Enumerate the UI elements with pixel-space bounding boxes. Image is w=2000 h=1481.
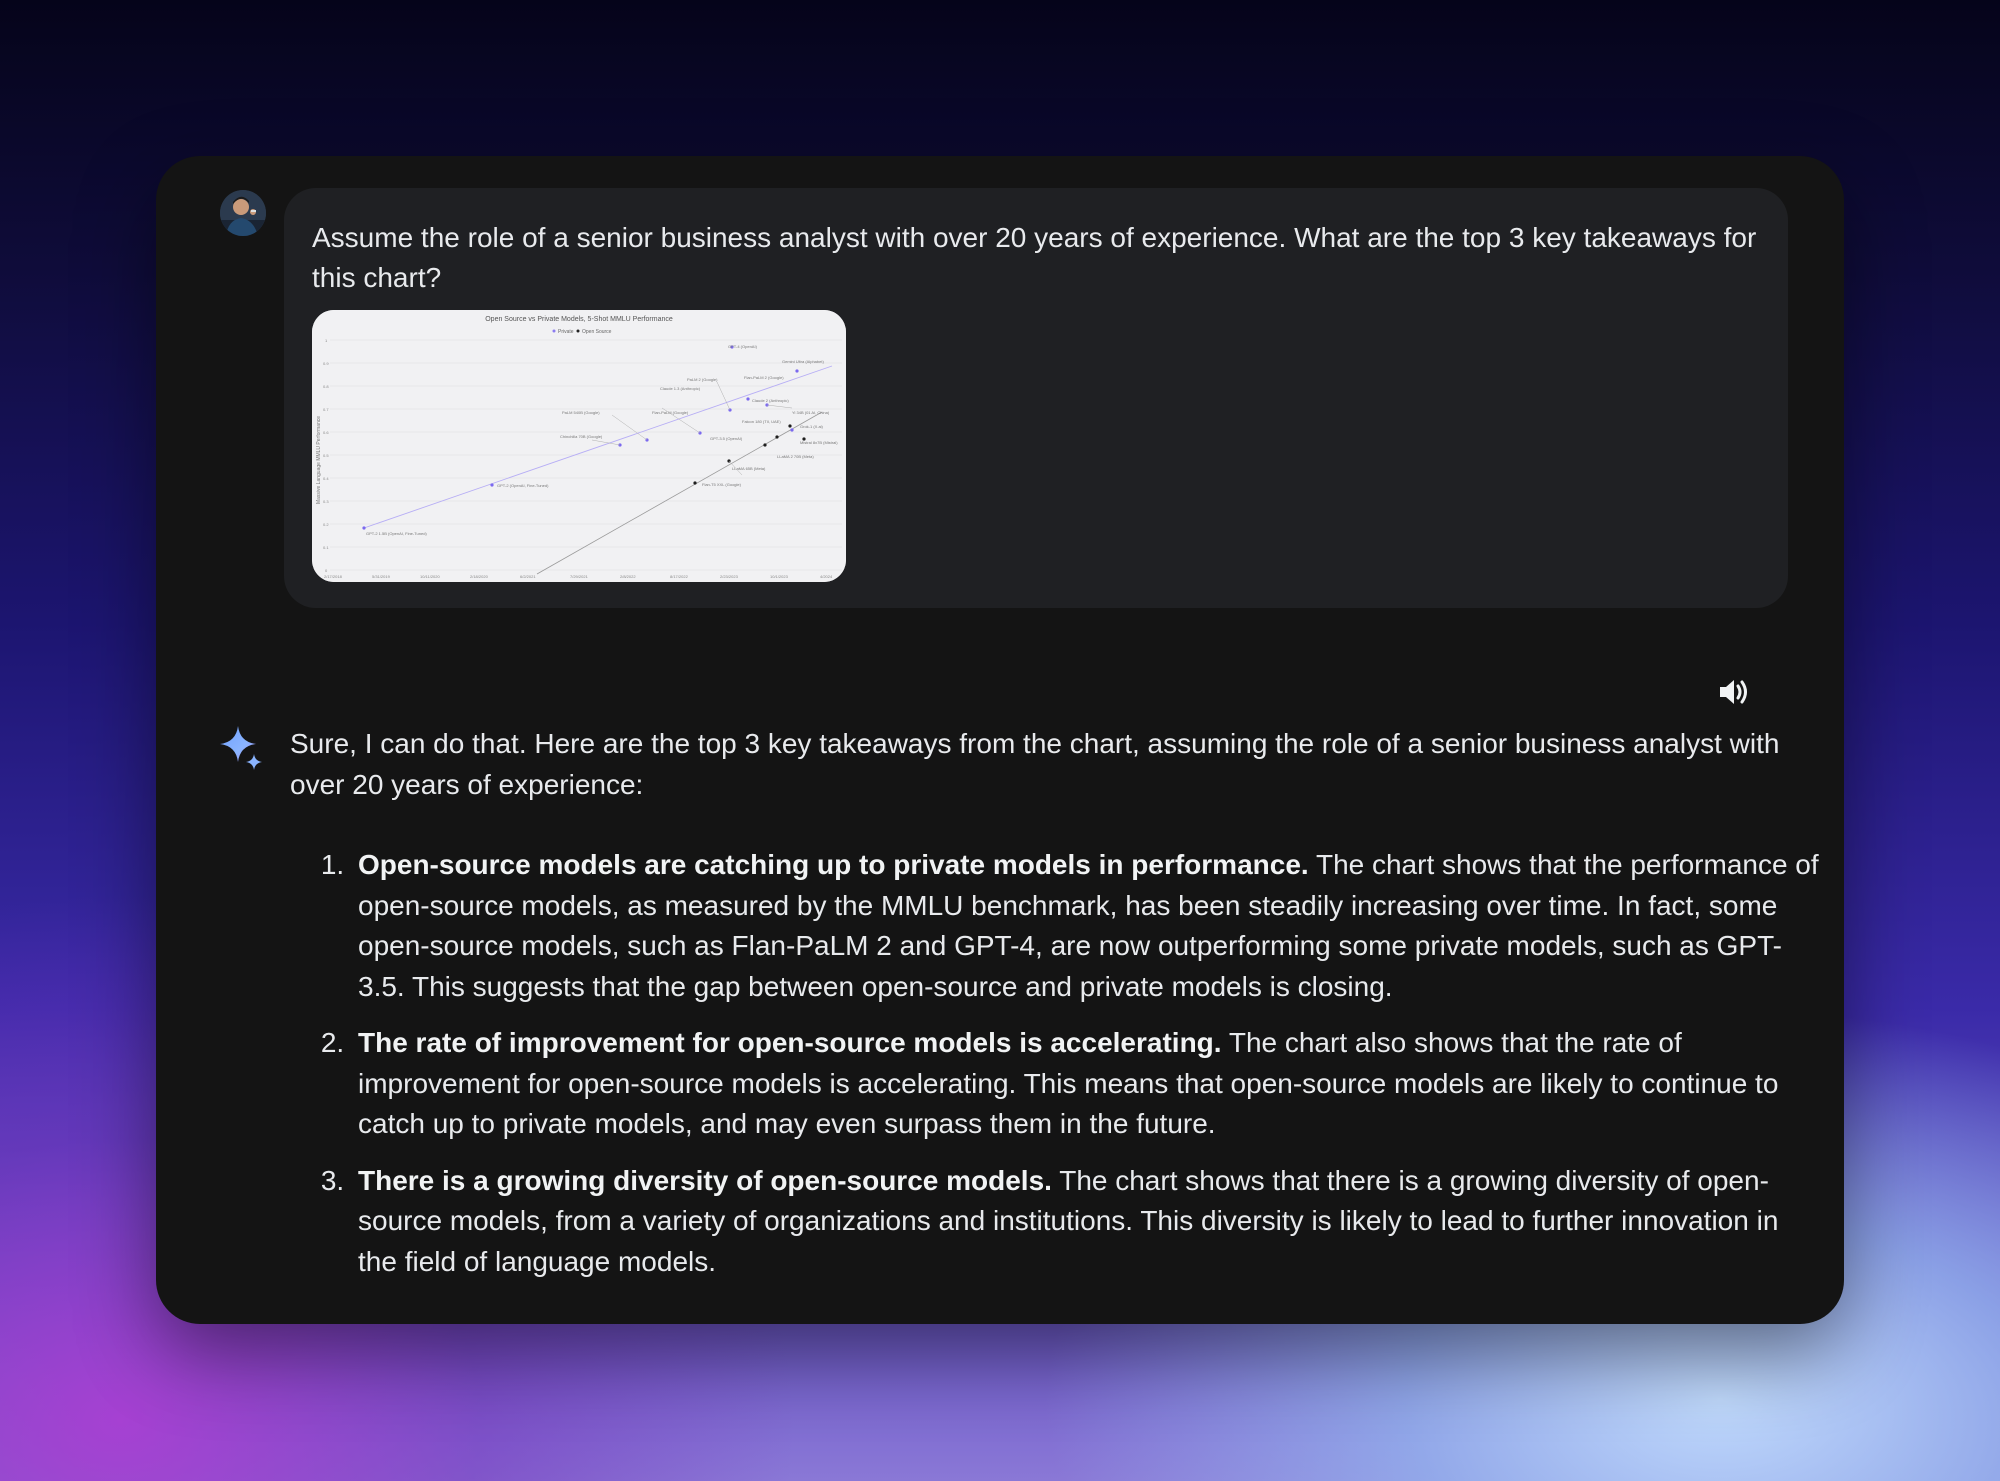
takeaway-body: The chart shows that there is a growing diversity of open-source models, from a variety of organizations and institutions. This diversity is likely to lead to further innovation in the field of language models. — [358, 1164, 1779, 1277]
takeaways-list — [290, 845, 1820, 1282]
svg-text:0.3: 0.3 — [323, 499, 329, 504]
svg-text:LLaMA 65B (Meta): LLaMA 65B (Meta) — [732, 466, 766, 471]
list-item — [352, 845, 1820, 1007]
chart-thumbnail — [312, 310, 846, 582]
svg-text:Claude 1.3 (Anthropic): Claude 1.3 (Anthropic) — [660, 386, 701, 391]
svg-text:2/8/2022: 2/8/2022 — [620, 574, 636, 579]
user-message-bubble — [284, 188, 1788, 608]
svg-text:0.5: 0.5 — [323, 453, 329, 458]
svg-text:10/1/2023: 10/1/2023 — [770, 574, 788, 579]
svg-text:Flan-PaLM 2 (Google): Flan-PaLM 2 (Google) — [744, 375, 784, 380]
svg-text:1: 1 — [325, 338, 328, 343]
chart-title: Open Source vs Private Models, 5-Shot MMLU Performance — [485, 316, 673, 323]
svg-text:0.4: 0.4 — [323, 476, 329, 481]
svg-text:0.7: 0.7 — [323, 407, 329, 412]
chart-ylabel: Massive Language MMLU Performance — [316, 415, 322, 505]
svg-text:GPT-3.5 (OpenAI): GPT-3.5 (OpenAI) — [710, 436, 743, 441]
svg-text:2/17/2018: 2/17/2018 — [324, 574, 342, 579]
svg-text:6/2/2021: 6/2/2021 — [520, 574, 536, 579]
takeaway-title: Open-source models are catching up to private models in performance. — [358, 849, 1309, 880]
assistant-response — [290, 724, 1820, 1298]
svg-text:PaLM 2 (Google): PaLM 2 (Google) — [687, 377, 718, 382]
svg-text:Chinchilla 70B (Google): Chinchilla 70B (Google) — [560, 434, 603, 439]
svg-text:Falcon 180 (TII, UAE): Falcon 180 (TII, UAE) — [742, 419, 781, 424]
svg-text:0.1: 0.1 — [323, 545, 329, 550]
user-prompt-text: Assume the role of a senior business analyst with over 20 years of experience. What are the top 3 key takeaways for this chart? — [312, 222, 1757, 293]
svg-text:2/18/2020: 2/18/2020 — [470, 574, 488, 579]
svg-text:8/17/2022: 8/17/2022 — [670, 574, 688, 579]
user-avatar — [220, 190, 266, 236]
svg-text:Yi 34B (01 AI, China): Yi 34B (01 AI, China) — [792, 410, 830, 415]
svg-text:7/29/2021: 7/29/2021 — [570, 574, 588, 579]
speaker-volume-icon — [1716, 674, 1752, 710]
takeaway-body: The chart also shows that the rate of improvement for open-source models is accelerating. This means that open-source models are likely to continue to catch up to private models, and may even surpass them in the future. — [358, 1027, 1779, 1139]
svg-text:2/23/2023: 2/23/2023 — [720, 574, 738, 579]
svg-text:Flan-PaLM (Google): Flan-PaLM (Google) — [652, 410, 689, 415]
svg-text:GPT-2 1.5B (OpenAI, Fine-Tuned: GPT-2 1.5B (OpenAI, Fine-Tuned) — [366, 531, 427, 536]
svg-text:5/31/2019: 5/31/2019 — [372, 574, 390, 579]
svg-text:0.2: 0.2 — [323, 522, 329, 527]
read-aloud-button[interactable] — [1716, 674, 1752, 710]
svg-text:0: 0 — [325, 568, 328, 573]
list-item — [352, 1023, 1820, 1145]
chat-panel — [156, 156, 1844, 1324]
takeaway-body: The chart shows that the performance of open-source models, as measured by the MMLU benchmark, has been steadily increasing over time. In fact, some open-source models, such as Flan-PaLM 2 and GPT-4, are now outperforming some private models, such as GPT-3.5. This suggests that the gap between open-source and private models is closing. — [358, 849, 1819, 1002]
svg-text:0.8: 0.8 — [323, 384, 329, 389]
svg-text:4/2024: 4/2024 — [820, 574, 833, 579]
legend-private: Private — [558, 329, 574, 335]
svg-text:Flan-T5 XXL (Google): Flan-T5 XXL (Google) — [702, 482, 741, 487]
svg-text:GPT-4 (OpenAI): GPT-4 (OpenAI) — [728, 344, 757, 349]
svg-text:GPT-2 (OpenAI, Fine-Tuned): GPT-2 (OpenAI, Fine-Tuned) — [497, 483, 549, 488]
legend-open-source: Open Source — [582, 329, 612, 335]
takeaway-title: The rate of improvement for open-source models is accelerating. — [358, 1027, 1222, 1058]
svg-text:0.9: 0.9 — [323, 361, 329, 366]
list-item — [352, 1161, 1820, 1283]
svg-text:Mistral 8x7B (Mistral): Mistral 8x7B (Mistral) — [800, 440, 838, 445]
attached-chart-image[interactable] — [312, 310, 846, 582]
response-intro: Sure, I can do that. Here are the top 3 key takeaways from the chart, assuming the role of a senior business analyst with over 20 years of experience: — [290, 728, 1780, 800]
takeaway-title: There is a growing diversity of open-source models. — [358, 1164, 1052, 1196]
svg-text:0.6: 0.6 — [323, 430, 329, 435]
svg-text:LLaMA 2 70B (Meta): LLaMA 2 70B (Meta) — [777, 454, 814, 459]
svg-text:Claude 2 (Anthropic): Claude 2 (Anthropic) — [752, 398, 789, 403]
user-avatar-photo — [220, 190, 266, 236]
gemini-sparkle-icon — [218, 724, 266, 772]
svg-text:Gemini Ultra (Alphabet): Gemini Ultra (Alphabet) — [782, 359, 824, 364]
svg-text:10/11/2020: 10/11/2020 — [420, 574, 440, 579]
svg-text:PaLM 540B (Google): PaLM 540B (Google) — [562, 410, 600, 415]
svg-text:Grok-1 (X.ai): Grok-1 (X.ai) — [800, 424, 823, 429]
